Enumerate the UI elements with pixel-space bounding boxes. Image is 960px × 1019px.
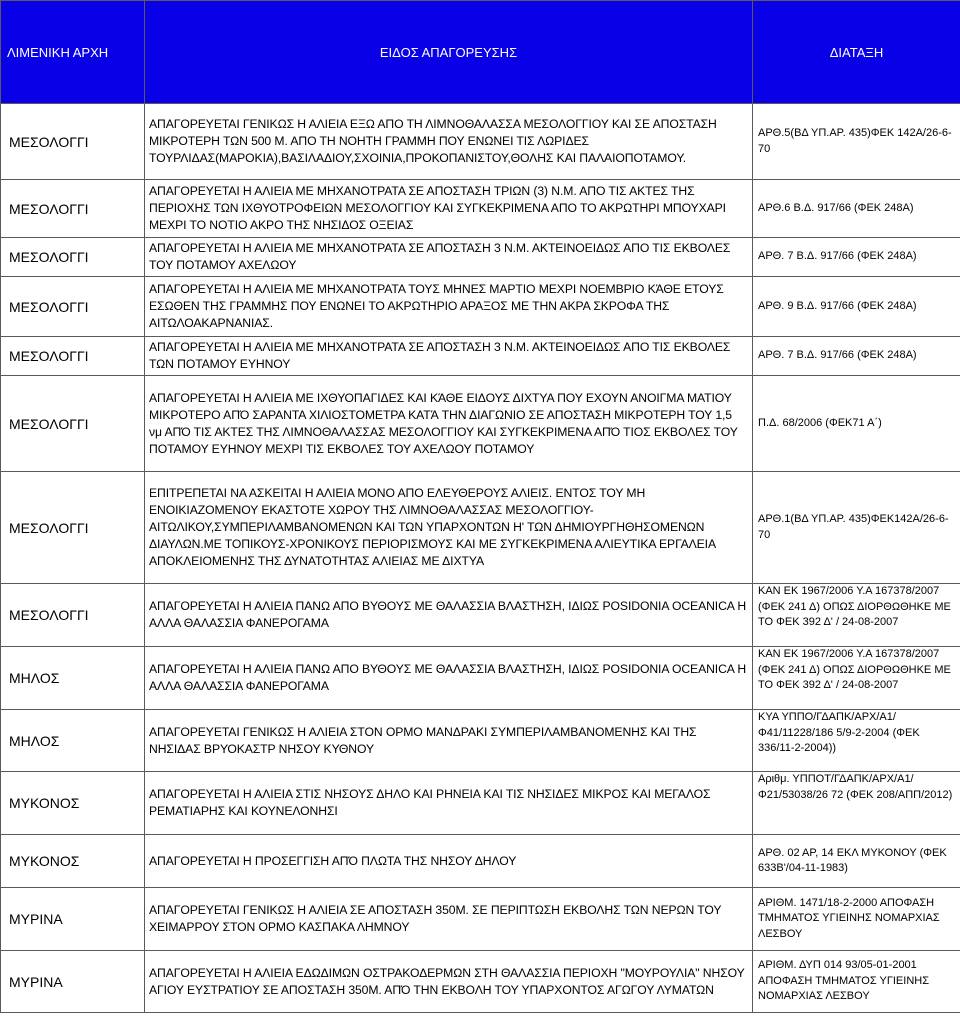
restriction-cell: ΑΠΑΓΟΡΕΥΕΤΑΙ ΓΕΝΙΚΩΣ Η ΑΛΙΕΙΑ ΕΞΩ ΑΠΟ ΤΗ ΛΙΜΝΟΘΑΛΑΣΣΑ ΜΕΣΟΛΟΓΓΙΟΥ ΚΑΙ ΣΕ ΑΠΟΣΤΑΣΗ ΜΙΚΡΟΤΕΡΗ ΤΩΝ 500 Μ. ΑΠΟ ΤΗ ΝΟΗΤΗ ΓΡΑΜΜΗ ΠΟΥ ΕΝΩΝΕΙ ΤΙΣ ΛΩΡΙΔΕΣ ΤΟΥΡΛΙΔΑΣ(ΜΑΡΟΚΙΑ),ΒΑΣΙΛΑΔΙΟΥ,ΣΧΟΙΝΙΑ,ΠΡΟΚΟΠΑΝΙΣΤΟΥ,ΘΟΛΗΣ ΚΑΙ ΠΑΛΑΙΟΠΟΤΑΜΟΥ. <box>145 104 753 180</box>
port-cell: ΜΥΡΙΝΑ <box>1 951 145 1013</box>
header-ban-type: ΕΙΔΟΣ ΑΠΑΓΟΡΕΥΣΗΣ <box>145 1 753 104</box>
port-cell: ΜΗΛΟΣ <box>1 647 145 710</box>
table-row <box>1 647 960 710</box>
table-row <box>1 238 960 277</box>
restriction-cell: ΑΠΑΓΟΡΕΥΕΤΑΙ Η ΑΛΙΕΙΑ ΕΔΩΔΙΜΩΝ ΟΣΤΡΑΚΟΔΕΡΜΩΝ ΣΤΗ ΘΑΛΑΣΣΙΑ ΠΕΡΙΟΧΗ "ΜΟΥΡΟΥΛΙΑ" ΝΗΣΟΥ ΑΓΙΟΥ ΕΥΣΤΡΑΤΙΟΥ ΣΕ ΑΠΟΣΤΑΣΗ 350Μ. ΑΠΌ ΤΗΝ ΕΚΒΟΛΗ ΤΟΥ ΥΠΑΡΧΟΝΤΟΣ ΑΓΩΓΟΥ ΛΥΜΑΤΩΝ <box>145 951 753 1013</box>
restriction-cell: ΑΠΑΓΟΡΕΥΕΤΑΙ Η ΑΛΙΕΙΑ ΜΕ ΜΗΧΑΝΟΤΡΑΤΑ ΣΕ ΑΠΟΣΤΑΣΗ 3 Ν.Μ. ΑΚΤΕΙΝΟΕΙΔΩΣ ΑΠΟ ΤΙΣ ΕΚΒΟΛΕΣ ΤΩΝ ΠΟΤΑΜΟΥ ΕΥΗΝΟΥ <box>145 337 753 376</box>
port-cell: ΜΕΣΟΛΟΓΓΙ <box>1 238 145 277</box>
regulation-cell: ΚΑΝ ΕΚ 1967/2006 Υ.Α 167378/2007 (ΦΕΚ 241 Δ) ΟΠΩΣ ΔΙΟΡΘΩΘΗΚΕ ΜΕ ΤΟ ΦΕΚ 392 Δ' / 24-08-2007 <box>753 647 960 710</box>
restriction-cell: ΑΠΑΓΟΡΕΥΕΤΑΙ Η ΑΛΙΕΙΑ ΜΕ ΜΗΧΑΝΟΤΡΑΤΑ ΣΕ ΑΠΟΣΤΑΣΗ 3 Ν.Μ. ΑΚΤΕΙΝΟΕΙΔΩΣ ΑΠΟ ΤΙΣ ΕΚΒΟΛΕΣ ΤΟΥ ΠΟΤΑΜΟΥ ΑΧΕΛΩΟΥ <box>145 238 753 277</box>
table-row <box>1 951 960 1013</box>
table-row <box>1 772 960 835</box>
table-row <box>1 888 960 951</box>
restriction-cell: ΕΠΙΤΡΕΠΕΤΑΙ ΝΑ ΑΣΚΕΙΤΑΙ Η ΑΛΙΕΙΑ ΜΟΝΟ ΑΠΟ ΕΛΕΥΘΕΡΟΥΣ ΑΛΙΕΙΣ. ΕΝΤΟΣ ΤΟΥ ΜΗ ΕΝΟΙΚΙΑΖΟΜΕΝΟΥ ΕΚΑΣΤΟΤΕ ΧΩΡΟΥ ΤΗΣ ΛΙΜΝΟΘΑΛΑΣΣΑΣ ΜΕΣΟΛΟΓΓΙΟΥ-ΑΙΤΩΛΙΚΟΥ,ΣΥΜΠΕΡΙΛΑΜΒΑΝΟΜΕΝΩΝ ΚΑΙ ΤΩΝ ΥΠΑΡΧΟΝΤΩΝ Η' ΤΩΝ ΔΗΜΙΟΥΡΓΗΘΗΣΟΜΕΝΩΝ ΔΙΑΥΛΩΝ.ΜΕ ΤΟΠΙΚΟΥΣ-ΧΡΟΝΙΚΟΥΣ ΠΕΡΙΟΡΙΣΜΟΥΣ ΚΑΙ ΜΕ ΣΥΓΚΕΚΡΙΜΕΝΑ ΑΛΙΕΥΤΙΚΑ ΕΡΓΑΛΕΙΑ ΑΠΟΚΛΕΙΟΜΕΝΗΣ ΤΗΣ ΔΥΝΑΤΟΤΗΤΑΣ ΑΛΙΕΙΑΣ ΜΕ ΔΙΧΤΥΑ <box>145 472 753 584</box>
regulation-cell: ΚΥΑ ΥΠΠΟ/ΓΔΑΠΚ/ΑΡΧ/Α1/Φ41/11228/186 5/9-2-2004 (ΦΕΚ 336/11-2-2004)) <box>753 710 960 772</box>
port-cell: ΜΗΛΟΣ <box>1 710 145 772</box>
table-row <box>1 710 960 772</box>
table-row <box>1 277 960 337</box>
header-regulation: ΔΙΑΤΑΞΗ <box>753 1 960 104</box>
restriction-cell: ΑΠΑΓΟΡΕΥΕΤΑΙ Η ΑΛΙΕΙΑ ΣΤΙΣ ΝΗΣΟΥΣ ΔΗΛΟ ΚΑΙ ΡΗΝΕΙΑ ΚΑΙ ΤΙΣ ΝΗΣΙΔΕΣ ΜΙΚΡΟΣ ΚΑΙ ΜΕΓΑΛΟΣ ΡΕΜΑΤΙΑΡΗΣ ΚΑΙ ΚΟΥΝΕΛΟΝΗΣΙ <box>145 772 753 835</box>
restriction-cell: ΑΠΑΓΟΡΕΥΕΤΑΙ Η ΑΛΙΕΙΑ ΠΑΝΩ ΑΠΟ ΒΥΘΟΥΣ ΜΕ ΘΑΛΑΣΣΙΑ ΒΛΑΣΤΗΣΗ, ΙΔΙΩΣ POSIDONIA OCEANICA Η ΑΛΛΑ ΘΑΛΑΣΣΙΑ ΦΑΝΕΡΟΓΑΜΑ <box>145 584 753 647</box>
table-row <box>1 180 960 238</box>
regulation-cell: ΑΡΘ.5(ΒΔ ΥΠ.ΑΡ. 435)ΦΕΚ 142Α/26-6-70 <box>753 104 960 180</box>
port-cell: ΜΕΣΟΛΟΓΓΙ <box>1 376 145 472</box>
port-cell: ΜΕΣΟΛΟΓΓΙ <box>1 472 145 584</box>
regulation-cell: ΑΡΘ. 02 ΑΡ, 14 ΕΚΛ ΜΥΚΟΝΟΥ (ΦΕΚ 633Β'/04-11-1983) <box>753 835 960 888</box>
restriction-cell: ΑΠΑΓΟΡΕΥΕΤΑΙ Η ΑΛΙΕΙΑ ΜΕ ΜΗΧΑΝΟΤΡΑΤΑ ΤΟΥΣ ΜΗΝΕΣ ΜΑΡΤΙΟ ΜΕΧΡΙ ΝΟΕΜΒΡΙΟ ΚΆΘΕ ΕΤΟΥΣ ΕΣΩΘΕΝ ΤΗΣ ΓΡΑΜΜΗΣ ΠΟΥ ΕΝΩΝΕΙ ΤΟ ΑΚΡΩΤΗΡΙΟ ΑΡΑΞΟΣ ΜΕ ΤΗΝ ΑΚΡΑ ΣΚΡΟΦΑ ΤΗΣ ΑΙΤΩΛΟΑΚΑΡΝΑΝΙΑΣ. <box>145 277 753 337</box>
table-row <box>1 835 960 888</box>
regulation-cell: ΑΡΙΘΜ. 1471/18-2-2000 ΑΠΟΦΑΣΗ ΤΜΗΜΑΤΟΣ ΥΓΙΕΙΝΗΣ ΝΟΜΑΡΧΙΑΣ ΛΕΣΒΟΥ <box>753 888 960 951</box>
restriction-cell: ΑΠΑΓΟΡΕΥΕΤΑΙ ΓΕΝΙΚΩΣ Η ΑΛΙΕΙΑ ΣΕ ΑΠΟΣΤΑΣΗ 350Μ. ΣΕ ΠΕΡΙΠΤΩΣΗ ΕΚΒΟΛΗΣ ΤΩΝ ΝΕΡΩΝ ΤΟΥ ΧΕΙΜΑΡΡΟΥ ΣΤΟΝ ΟΡΜΟ ΚΑΣΠΑΚΑ ΛΗΜΝΟΥ <box>145 888 753 951</box>
port-cell: ΜΥΡΙΝΑ <box>1 888 145 951</box>
regulation-cell: ΑΡΘ. 7 Β.Δ. 917/66 (ΦΕΚ 248Α) <box>753 238 960 277</box>
restriction-cell: ΑΠΑΓΟΡΕΥΕΤΑΙ Η ΑΛΙΕΙΑ ΠΑΝΩ ΑΠΟ ΒΥΘΟΥΣ ΜΕ ΘΑΛΑΣΣΙΑ ΒΛΑΣΤΗΣΗ, ΙΔΙΩΣ POSIDONIA OCEANICA Η ΑΛΛΑ ΘΑΛΑΣΣΙΑ ΦΑΝΕΡΟΓΑΜΑ <box>145 647 753 710</box>
regulation-cell: ΑΡΘ.1(ΒΔ ΥΠ.ΑΡ. 435)ΦΕΚ142Α/26-6-70 <box>753 472 960 584</box>
regulation-cell: ΑΡΙΘΜ. ΔΥΠ 014 93/05-01-2001 ΑΠΟΦΑΣΗ ΤΜΗΜΑΤΟΣ ΥΓΙΕΙΝΗΣ ΝΟΜΑΡΧΙΑΣ ΛΕΣΒΟΥ <box>753 951 960 1013</box>
table-row <box>1 472 960 584</box>
port-cell: ΜΥΚΟΝΟΣ <box>1 835 145 888</box>
table-row <box>1 584 960 647</box>
regulation-cell: Αριθμ. ΥΠΠΟΤ/ΓΔΑΠΚ/ΑΡΧ/Α1/Φ21/53038/26 72 (ΦΕΚ 208/ΑΠΠ/2012) <box>753 772 960 835</box>
regulation-cell: Π.Δ. 68/2006 (ΦΕΚ71 Α΄) <box>753 376 960 472</box>
port-cell: ΜΕΣΟΛΟΓΓΙ <box>1 104 145 180</box>
port-cell: ΜΕΣΟΛΟΓΓΙ <box>1 337 145 376</box>
port-cell: ΜΥΚΟΝΟΣ <box>1 772 145 835</box>
restriction-cell: ΑΠΑΓΟΡΕΥΕΤΑΙ ΓΕΝΙΚΩΣ Η ΑΛΙΕΙΑ ΣΤΟΝ ΟΡΜΟ ΜΑΝΔΡΑΚΙ ΣΥΜΠΕΡΙΛΑΜΒΑΝΟΜΕΝΗΣ ΚΑΙ ΤΗΣ ΝΗΣΙΔΑΣ ΒΡΥΟΚΑΣΤΡ ΝΗΣΟΥ ΚΥΘΝΟΥ <box>145 710 753 772</box>
restriction-cell: ΑΠΑΓΟΡΕΥΕΤΑΙ Η ΑΛΙΕΙΑ ΜΕ ΜΗΧΑΝΟΤΡΑΤΑ ΣΕ ΑΠΟΣΤΑΣΗ ΤΡΙΩΝ (3) Ν.Μ. ΑΠΟ ΤΙΣ ΑΚΤΕΣ ΤΗΣ ΠΕΡΙΟΧΗΣ ΤΩΝ ΙΧΘΥΟΤΡΟΦΕΙΩΝ ΜΕΣΟΛΟΓΓΙΟΥ ΚΑΙ ΣΥΓΚΕΚΡΙΜΕΝΑ ΑΠΟ ΤΟ ΑΚΡΩΤΗΡΙ ΜΠΟΥΧΑΡΙ ΜΕΧΡΙ ΤΟ ΝΟΤΙΟ ΑΚΡΟ ΤΗΣ ΝΗΣΙΔΟΣ ΟΞΕΙΑΣ <box>145 180 753 238</box>
regulation-cell: ΑΡΘ. 9 Β.Δ. 917/66 (ΦΕΚ 248Α) <box>753 277 960 337</box>
regulation-cell: ΑΡΘ. 7 Β.Δ. 917/66 (ΦΕΚ 248Α) <box>753 337 960 376</box>
table-row <box>1 337 960 376</box>
port-cell: ΜΕΣΟΛΟΓΓΙ <box>1 584 145 647</box>
header-row <box>1 1 960 104</box>
header-port: ΛΙΜΕΝΙΚΗ ΑΡΧΗ <box>1 1 145 104</box>
table-row <box>1 104 960 180</box>
table-row <box>1 376 960 472</box>
restriction-cell: ΑΠΑΓΟΡΕΥΕΤΑΙ Η ΠΡΟΣΕΓΓΙΣΗ ΑΠΌ ΠΛΩΤΑ ΤΗΣ ΝΗΣΟΥ ΔΗΛΟΥ <box>145 835 753 888</box>
regulation-cell: ΚΑΝ ΕΚ 1967/2006 Υ.Α 167378/2007 (ΦΕΚ 241 Δ) ΟΠΩΣ ΔΙΟΡΘΩΘΗΚΕ ΜΕ ΤΟ ΦΕΚ 392 Δ' / 24-08-2007 <box>753 584 960 647</box>
port-cell: ΜΕΣΟΛΟΓΓΙ <box>1 180 145 238</box>
port-cell: ΜΕΣΟΛΟΓΓΙ <box>1 277 145 337</box>
regulation-cell: ΑΡΘ.6 Β.Δ. 917/66 (ΦΕΚ 248Α) <box>753 180 960 238</box>
restriction-cell: ΑΠΑΓΟΡΕΥΕΤΑΙ Η ΑΛΙΕΙΑ ΜΕ ΙΧΘΥΟΠΑΓΙΔΕΣ ΚΑΙ ΚΆΘΕ ΕΙΔΟΥΣ ΔΙΧΤΥΑ ΠΟΥ ΕΧΟΥΝ ΑΝΟΙΓΜΑ ΜΑΤΙΟΥ ΜΙΚΡΟΤΕΡΟ ΑΠΌ ΣΑΡΑΝΤΑ ΧΙΛΙΟΣΤΟΜΕΤΡΑ ΚΑΤΆ ΤΗΝ ΔΙΑΓΩΝΙΟ ΣΕ ΑΠΟΣΤΑΣΗ ΜΙΚΡΟΤΕΡΗ ΤΟΥ 1,5 νμ ΑΠΌ ΤΙΣ ΑΚΤΕΣ ΤΗΣ ΛΙΜΝΟΘΑΛΑΣΣΑΣ ΜΕΣΟΛΟΓΓΙΟΥ ΚΑΙ ΣΥΓΚΕΚΡΙΜΕΝΑ ΑΠΌ ΤΙΟΣ ΕΚΒΟΛΕΣ ΤΟΥ ΠΟΤΑΜΟΥ ΕΥΗΝΟΥ ΜΕΧΡΙ ΤΙΣ ΕΚΒΟΛΕΣ ΤΟΥ ΑΧΕΛΩΟΥ ΠΟΤΑΜΟΥ <box>145 376 753 472</box>
